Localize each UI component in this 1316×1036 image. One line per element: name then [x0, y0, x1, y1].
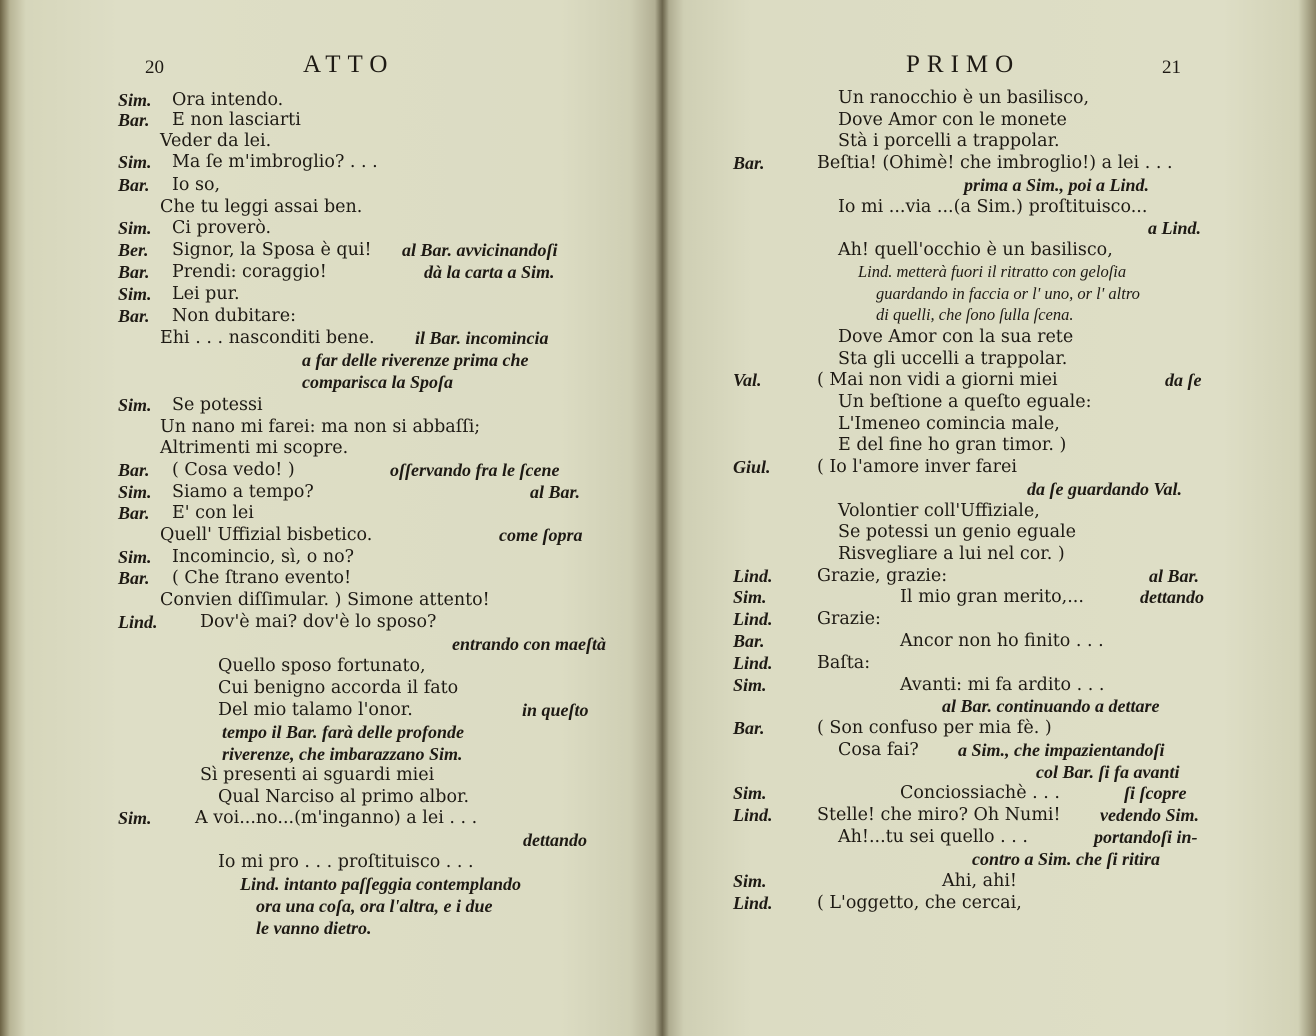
speaker: Bar.: [118, 460, 150, 480]
speaker: Sim.: [118, 284, 152, 304]
verse-line: Prendi: coraggio!: [172, 262, 327, 282]
speaker: Lind.: [733, 609, 773, 629]
verse-line: Io mi ...via ...(a Sim.) proſtituisco...: [838, 197, 1148, 217]
verse-line: Sta gli uccelli a trappolar.: [838, 349, 1068, 369]
verse-line: Risvegliare a lui nel cor. ): [838, 544, 1065, 564]
speaker: Bar.: [118, 568, 150, 588]
speaker: Sim.: [118, 152, 152, 172]
right-page: [662, 0, 1316, 1036]
verse-line: Ahi, ahi!: [942, 871, 1017, 891]
running-header: ATTO: [303, 51, 395, 78]
verse-line: Un ranocchio è un basilisco,: [838, 88, 1090, 108]
verse-line: Conciossiachè . . .: [900, 783, 1060, 803]
verse-line: Grazie, grazie:: [817, 566, 948, 586]
page-number: 20: [145, 57, 164, 78]
verse-line: Baſta:: [817, 653, 871, 673]
verse-line: Dove Amor con le monete: [838, 110, 1067, 130]
speaker: Bar.: [118, 503, 150, 523]
stage-direction: a far delle riverenze prima che: [302, 350, 529, 370]
verse-line: Ora intendo.: [172, 90, 284, 110]
verse-line: Siamo a tempo?: [172, 482, 314, 502]
page-number: 21: [1162, 57, 1181, 78]
speaker: Bar.: [118, 175, 150, 195]
verse-line: Del mio talamo l'onor.: [218, 700, 413, 720]
verse-line: Ah!...tu sei quello . . .: [838, 827, 1028, 847]
verse-line: Quello sposo fortunato,: [218, 656, 426, 676]
verse-line: Dov'è mai? dov'è lo sposo?: [200, 612, 437, 632]
stage-direction: comparisca la Spoſa: [302, 372, 453, 392]
stage-direction: dettando: [523, 830, 588, 850]
verse-line: E del fine ho gran timor. ): [838, 435, 1067, 455]
verse-line: Cosa fai?: [838, 740, 919, 760]
book-gutter: [655, 0, 669, 1036]
stage-direction: in queſto: [522, 700, 589, 720]
stage-direction: a Lind.: [1148, 218, 1202, 238]
stage-direction: guardando in faccia or l' uno, or l' altro: [876, 284, 1140, 303]
verse-line: Avanti: mi fa ardito . . .: [900, 675, 1105, 695]
verse-line: Ci proverò.: [172, 218, 272, 238]
stage-direction: ora una coſa, ora l'altra, e i due: [256, 896, 493, 916]
stage-direction: tempo il Bar. farà delle profonde: [222, 722, 464, 742]
verse-line: L'Imeneo comincia male,: [838, 414, 1060, 434]
verse-line: Il mio gran merito,...: [900, 587, 1084, 607]
stage-direction: Lind. metterà fuori il ritratto con geloſia: [858, 262, 1127, 281]
stage-direction: dettando: [1140, 587, 1205, 607]
verse-line: Se potessi un genio eguale: [838, 522, 1077, 542]
speaker: Sim.: [118, 808, 152, 828]
verse-line: Che tu leggi assai ben.: [160, 197, 363, 217]
verse-line: Stelle! che miro? Oh Numi!: [817, 805, 1061, 825]
stage-direction: portandoſi in-: [1094, 827, 1198, 847]
verse-line: Stà i porcelli a trappolar.: [838, 131, 1060, 151]
stage-direction: come ſopra: [499, 525, 583, 545]
stage-direction: al Bar.: [530, 482, 581, 502]
stage-direction: al Bar. avvicinandoſi: [402, 240, 558, 260]
verse-line: Ehi . . . nasconditi bene.: [160, 328, 375, 348]
speaker: Sim.: [733, 871, 767, 891]
stage-direction: da ſe guardando Val.: [1027, 479, 1183, 499]
speaker: Lind.: [733, 653, 773, 673]
speaker: Lind.: [733, 893, 773, 913]
stage-direction: a Sim., che impazientandoſi: [958, 740, 1165, 760]
verse-line: Altrimenti mi scopre.: [160, 438, 349, 458]
speaker: Lind.: [118, 612, 158, 632]
stage-direction: oſſervando fra le ſcene: [390, 460, 560, 480]
speaker: Giul.: [733, 457, 771, 477]
speaker: Sim.: [118, 547, 152, 567]
verse-line: Io mi pro . . . proſtituisco . . .: [218, 852, 474, 872]
stage-direction: il Bar. incomincia: [415, 328, 549, 348]
verse-line: ( Mai non vidi a giorni miei: [817, 370, 1058, 390]
verse-line: Un beſtione a queſto eguale:: [838, 392, 1092, 412]
speaker: Bar.: [118, 306, 150, 326]
stage-direction: entrando con maeſtà: [452, 634, 607, 654]
running-header: PRIMO: [906, 51, 1021, 78]
speaker: Bar.: [118, 110, 150, 130]
verse-line: Grazie:: [817, 609, 881, 629]
stage-direction: Lind. intanto paſſeggia contemplando: [240, 874, 522, 894]
verse-line: ( Io l'amore inver farei: [817, 457, 1017, 477]
verse-line: Dove Amor con la sua rete: [838, 327, 1074, 347]
verse-line: Lei pur.: [172, 284, 240, 304]
verse-line: Sì presenti ai sguardi miei: [200, 765, 435, 785]
stage-direction: al Bar. continuando a dettare: [942, 696, 1160, 716]
verse-line: ( Son confuso per mia fè. ): [817, 718, 1052, 738]
speaker: Sim.: [733, 675, 767, 695]
verse-line: Ma ſe m'imbroglio? . . .: [172, 152, 378, 172]
stage-direction: le vanno dietro.: [256, 918, 372, 938]
verse-line: Convien diſſimular. ) Simone attento!: [160, 590, 490, 610]
stage-direction: contro a Sim. che ſi ritira: [972, 849, 1161, 869]
speaker: Sim.: [733, 587, 767, 607]
stage-direction: di quelli, che ſono ſulla ſcena.: [876, 305, 1074, 324]
speaker: Bar.: [733, 153, 765, 173]
speaker: Sim.: [118, 218, 152, 238]
speaker: Lind.: [733, 805, 773, 825]
verse-line: Volontier coll'Uffiziale,: [838, 501, 1040, 521]
verse-line: Incomincio, sì, o no?: [172, 547, 355, 567]
speaker: Sim.: [118, 395, 152, 415]
speaker: Ber.: [118, 240, 149, 260]
verse-line: Ancor non ho finito . . .: [900, 631, 1104, 651]
verse-line: ( L'oggetto, che cercai,: [817, 893, 1022, 913]
speaker: Bar.: [733, 631, 765, 651]
verse-line: Signor, la Sposa è qui!: [172, 240, 372, 260]
stage-direction: prima a Sim., poi a Lind.: [964, 175, 1150, 195]
verse-line: A voi...no...(m'inganno) a lei . . .: [195, 808, 478, 828]
verse-line: Se potessi: [172, 395, 263, 415]
speaker: Sim.: [733, 783, 767, 803]
speaker: Lind.: [733, 566, 773, 586]
verse-line: Io so,: [172, 175, 221, 195]
verse-line: Un nano mi farei: ma non si abbaſſi;: [160, 417, 481, 437]
verse-line: Non dubitare:: [172, 306, 297, 326]
verse-line: Ah! quell'occhio è un basilisco,: [838, 240, 1113, 260]
speaker: Bar.: [733, 718, 765, 738]
speaker: Sim.: [118, 90, 152, 110]
stage-direction: ſi ſcopre: [1124, 783, 1187, 803]
stage-direction: al Bar.: [1149, 566, 1200, 586]
verse-line: Beſtia! (Ohimè! che imbroglio!) a lei . . .: [817, 153, 1173, 173]
verse-line: E' con lei: [172, 503, 254, 523]
stage-direction: riverenze, che imbarazzano Sim.: [222, 744, 463, 764]
speaker: Bar.: [118, 262, 150, 282]
verse-line: Veder da lei.: [160, 131, 272, 151]
stage-direction: dà la carta a Sim.: [424, 262, 555, 282]
verse-line: Quell' Uffizial bisbetico.: [160, 525, 373, 545]
verse-line: Cui benigno accorda il fato: [218, 678, 459, 698]
verse-line: ( Che ſtrano evento!: [172, 568, 352, 588]
verse-line: ( Cosa vedo! ): [172, 460, 295, 480]
stage-direction: da ſe: [1165, 370, 1202, 390]
stage-direction: col Bar. ſi fa avanti: [1036, 762, 1180, 782]
speaker: Sim.: [118, 482, 152, 502]
speaker: Val.: [733, 370, 762, 390]
verse-line: E non lasciarti: [172, 110, 301, 130]
verse-line: Qual Narciso al primo albor.: [218, 787, 470, 807]
stage-direction: vedendo Sim.: [1100, 805, 1199, 825]
